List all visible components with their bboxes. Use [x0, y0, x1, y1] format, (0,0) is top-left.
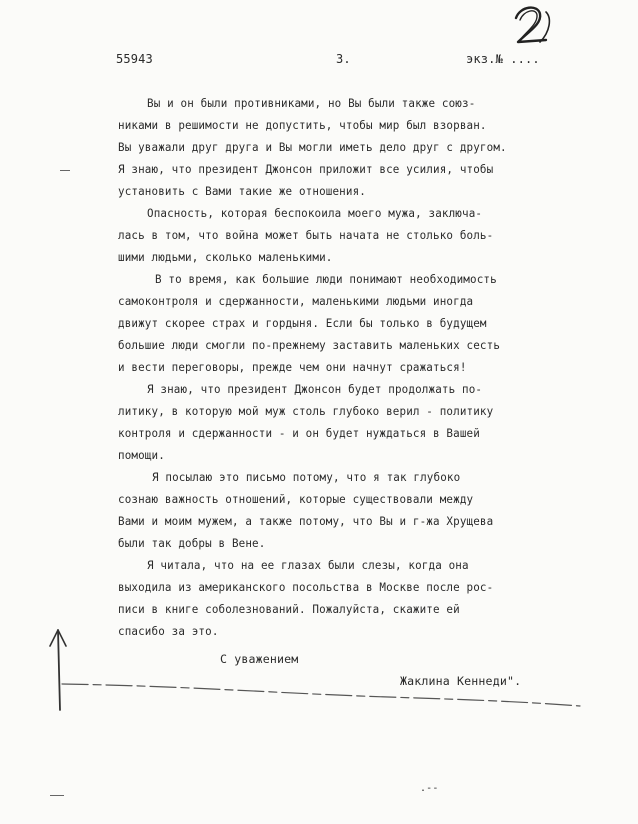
- body-line: большие люди смогли по-прежнему заставить маленьких сесть: [118, 338, 501, 352]
- document-number: 55943: [116, 52, 153, 66]
- copy-number-label: экз.№ ....: [466, 52, 540, 66]
- page-number: 3.: [336, 52, 351, 66]
- body-line: выходила из американского посольства в Москве после рос-: [118, 580, 494, 594]
- body-line: сознаю важность отношений, которые существовали между: [118, 492, 474, 506]
- body-line: помощи.: [118, 448, 165, 462]
- body-line: писи в книге соболезнований. Пожалуйста, скажите ей: [118, 602, 460, 616]
- body-line: Я посылаю это письмо потому, что я так глубоко: [152, 470, 461, 484]
- body-line: Я знаю, что президент Джонсон приложит все усилия, чтобы: [118, 162, 494, 176]
- margin-tick: [50, 795, 64, 796]
- body-line: Вами и моим мужем, а также потому, что Вы и г-жа Хрущева: [118, 514, 494, 528]
- body-line: спасибо за это.: [118, 624, 219, 638]
- body-line: и вести переговоры, прежде чем они начнут сражаться!: [118, 360, 467, 374]
- body-line: шими людьми, сколько маленькими.: [118, 250, 333, 264]
- body-line: никами в решимости не допустить, чтобы мир был взорван.: [118, 118, 487, 132]
- signature: Жаклина Кеннеди".: [400, 674, 522, 688]
- body-line: литику, в которую мой муж столь глубоко верил - политику: [118, 404, 494, 418]
- body-line: Я читала, что на ее глазах были слезы, когда она: [147, 558, 469, 572]
- closing-salutation: С уважением: [220, 652, 299, 666]
- body-line: Опасность, которая беспокоила моего мужа, заключа-: [147, 206, 483, 220]
- body-line: В то время, как большие люди понимают необходимость: [155, 272, 497, 286]
- footer-mark: .--: [420, 783, 439, 794]
- body-line: Вы уважали друг друга и Вы могли иметь дело друг с другом.: [118, 140, 507, 154]
- body-line: Вы и он были противниками, но Вы были также союз-: [147, 96, 476, 110]
- body-line: контроля и сдержанности - и он будет нуждаться в Вашей: [118, 426, 480, 440]
- margin-tick: [60, 170, 70, 171]
- body-line: Я знаю, что президент Джонсон будет продолжать по-: [147, 382, 483, 396]
- body-line: движут скорее страх и гордыня. Если бы только в будущем: [118, 316, 487, 330]
- body-line: самоконтроля и сдержанности, маленькими людьми иногда: [118, 294, 474, 308]
- handwritten-page-number: [506, 2, 566, 52]
- body-line: лась в том, что война может быть начата не столько боль-: [118, 228, 494, 242]
- body-line: были так добры в Вене.: [118, 536, 266, 550]
- body-line: установить с Вами такие же отношения.: [118, 184, 366, 198]
- underline-stroke: [60, 676, 620, 716]
